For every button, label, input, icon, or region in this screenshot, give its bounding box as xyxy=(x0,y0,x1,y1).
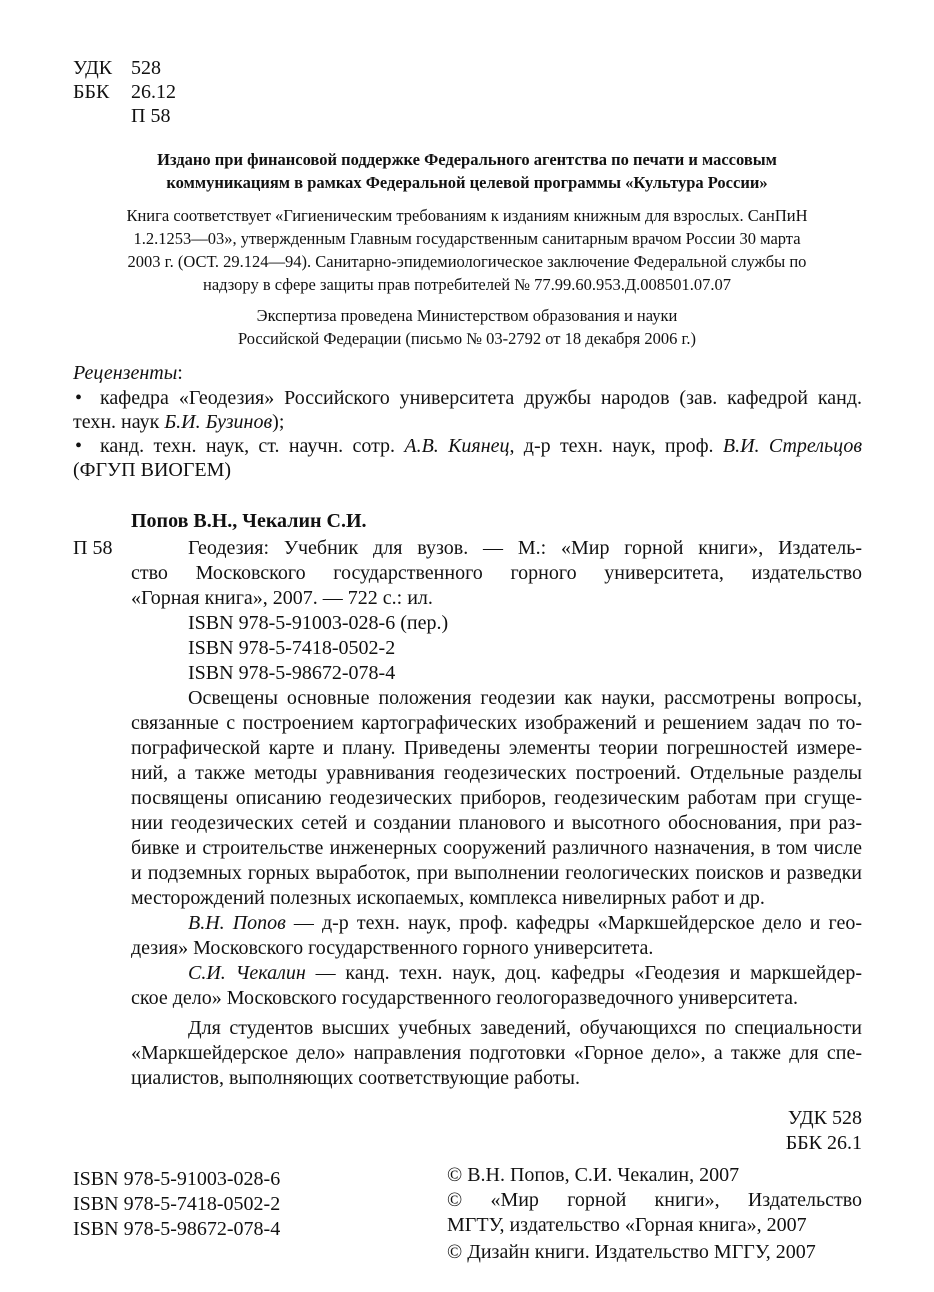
udk-label: УДК xyxy=(73,57,113,79)
bullet-icon: • xyxy=(75,435,83,457)
reviewer-2-line-2: (ФГУП ВИОГЕМ) xyxy=(73,459,232,481)
expertise-line-2: Российской Федерации (письмо № 03-2792 от 18 декабря 2006 г.) xyxy=(237,329,697,348)
hygiene-line-4: надзору в сфере защиты прав потребителей № 77.99.60.953.Д.008501.07.07 xyxy=(203,275,731,294)
bottom-isbn: ISBN 978-5-98672-078-4 xyxy=(73,1218,281,1240)
reviewer-2-line-1: канд. техн. наук, ст. научн. сотр. А.В. Киянец, д-р техн. наук, проф. В.И. Стрельцов xyxy=(100,435,863,457)
expertise-line-1: Экспертиза проведена Министерством образования и науки xyxy=(256,306,678,325)
abstract-line: связанные с построением картографических изображений и решением задач по то- xyxy=(131,712,862,734)
entry-isbn-3: ISBN 978-5-98672-078-4 xyxy=(188,662,396,684)
hygiene-line-3: 2003 г. (ОСТ. 29.124—94). Санитарно-эпидемиологическое заключение Федеральной службы по xyxy=(127,252,807,271)
entry-isbn-2: ISBN 978-5-7418-0502-2 xyxy=(188,637,396,659)
copyright-publisher-line-1: © «Мир горной книги», Издательство xyxy=(447,1189,862,1211)
entry-code: П 58 xyxy=(73,537,113,559)
author-code: П 58 xyxy=(131,105,171,127)
copyright-publisher-line-2: МГТУ, издательство «Горная книга», 2007 xyxy=(447,1214,807,1236)
abstract-line: ний, а также методы уравнивания геодезических построений. Отдельные разделы xyxy=(131,762,862,784)
hygiene-line-1: Книга соответствует «Гигиеническим требованиям к изданиям книжным для взрослых. СанПиН xyxy=(126,206,808,225)
copyright-authors: © В.Н. Попов, С.И. Чекалин, 2007 xyxy=(447,1164,740,1186)
reviewer-1-line-1: кафедра «Геодезия» Российского университета дружбы народов (зав. кафедрой канд. xyxy=(100,387,862,409)
abstract-line: бивке и строительстве инженерных сооружений различного назначения, в том числе xyxy=(131,837,862,859)
abstract-line: нии геодезических сетей и создании планового и высотного обоснования, при раз- xyxy=(131,812,862,834)
author-2-line-2: ское дело» Московского государственного геологоразведочного университета. xyxy=(131,987,798,1009)
support-line-1: Издано при финансовой поддержке Федерального агентства по печати и массовым xyxy=(157,150,777,169)
reviewer-1-line-2: техн. наук Б.И. Бузинов); xyxy=(73,411,285,433)
abstract-line: месторождений полезных ископаемых, комплекса нивелирных работ и др. xyxy=(131,887,765,909)
abstract-line: и подземных горных выработок, при выполнении геологических поисков и разведки xyxy=(131,862,862,884)
entry-title-line-3: «Горная книга», 2007. — 722 с.: ил. xyxy=(131,587,433,609)
abstract-line: Освещены основные положения геодезии как науки, рассмотрены вопросы, xyxy=(188,687,862,709)
abstract-line: пографической карте и плану. Приведены элементы теории погрешностей измере- xyxy=(131,737,862,759)
footer-udk: УДК 528 xyxy=(787,1107,862,1129)
footer-bbk: ББК 26.1 xyxy=(785,1132,862,1154)
audience-line: «Маркшейдерское дело» направления подготовки «Горное дело», а также для спе- xyxy=(131,1042,862,1064)
bullet-icon: • xyxy=(75,387,83,409)
bottom-isbn: ISBN 978-5-91003-028-6 xyxy=(73,1168,281,1190)
copyright-design: © Дизайн книги. Издательство МГГУ, 2007 xyxy=(447,1241,816,1263)
udk-value: 528 xyxy=(131,57,161,79)
author-2-line-1: С.И. Чекалин — канд. техн. наук, доц. кафедры «Геодезия и маркшейдер- xyxy=(188,962,862,984)
entry-authors: Попов В.Н., Чекалин С.И. xyxy=(131,510,367,532)
audience-line: циалистов, выполняющих соответствующие работы. xyxy=(131,1067,580,1089)
audience-line: Для студентов высших учебных заведений, обучающихся по специальности xyxy=(188,1017,862,1039)
author-1-line-2: дезия» Московского государственного горного университета. xyxy=(131,937,654,959)
bbk-label: ББК xyxy=(73,81,110,103)
author-1-line-1: В.Н. Попов — д-р техн. наук, проф. кафедры «Маркшейдерское дело и гео- xyxy=(188,912,862,934)
bbk-value: 26.12 xyxy=(131,81,176,103)
entry-isbn-1: ISBN 978-5-91003-028-6 (пер.) xyxy=(188,612,449,634)
hygiene-line-2: 1.2.1253—03», утвержденным Главным государственным санитарным врачом России 30 марта xyxy=(133,229,801,248)
reviewers-heading: Рецензенты: xyxy=(73,362,183,384)
entry-title-line-1: Геодезия: Учебник для вузов. — М.: «Мир горной книги», Издатель- xyxy=(188,537,862,559)
abstract-line: посвящены описанию геодезических приборов, геодезическим работам при сгуще- xyxy=(131,787,862,809)
support-line-2: коммуникациям в рамках Федеральной целевой программы «Культура России» xyxy=(166,173,768,192)
entry-title-line-2: ство Московского государственного горного университета, издательство xyxy=(131,562,862,584)
bottom-isbn: ISBN 978-5-7418-0502-2 xyxy=(73,1193,281,1215)
